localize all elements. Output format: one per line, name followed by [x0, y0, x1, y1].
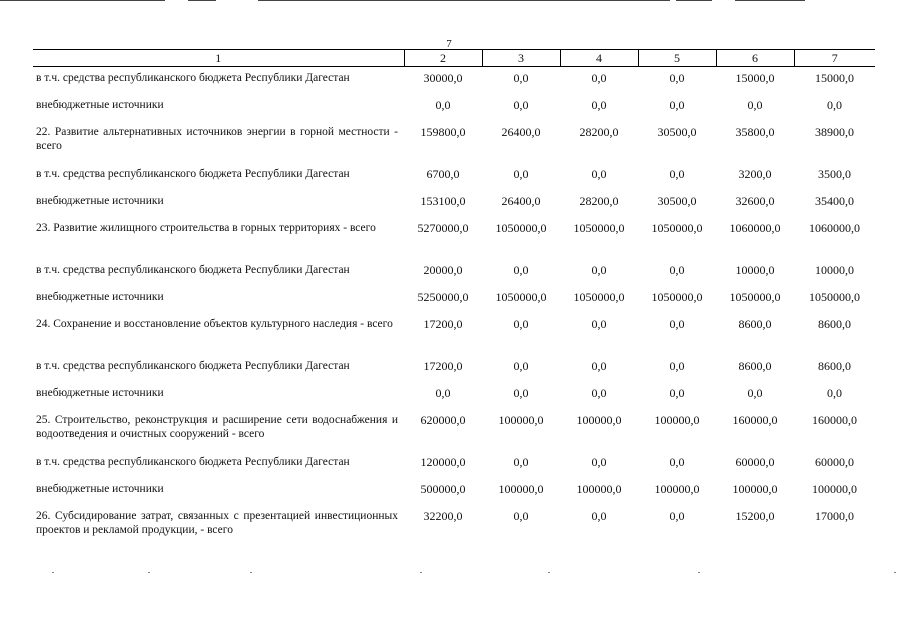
- cell-value: 1050000,0: [651, 221, 703, 235]
- cell-value: 620000,0: [420, 413, 466, 427]
- row-label: в т.ч. средства республиканского бюджета Республики Дагестан: [36, 72, 350, 84]
- cell-value: 0,0: [513, 455, 529, 469]
- cell-value: 1050000,0: [651, 290, 703, 304]
- cell-value: 17200,0: [423, 359, 463, 373]
- cell-value: 100000,0: [498, 413, 544, 427]
- scan-top-line: [0, 0, 165, 1]
- cell-value: 5250000,0: [417, 290, 469, 304]
- cell-value: 26400,0: [501, 194, 541, 208]
- cell-value: 3200,0: [738, 167, 772, 181]
- cell-value: 0,0: [591, 317, 607, 331]
- cell-value: 0,0: [513, 509, 529, 523]
- row-label: в т.ч. средства республиканского бюджета Республики Дагестан: [36, 456, 350, 468]
- cell-value: 160000,0: [812, 413, 857, 427]
- scan-speck: [698, 572, 700, 573]
- cell-value: 0,0: [513, 386, 529, 400]
- row-label: внебюджетные источники: [36, 99, 164, 111]
- table-row: [33, 313, 875, 355]
- cell-value: 153100,0: [420, 194, 466, 208]
- cell-value: 32600,0: [735, 194, 775, 208]
- cell-value: 160000,0: [732, 413, 778, 427]
- cell-value: 0,0: [669, 98, 685, 112]
- cell-value: 1050000,0: [495, 221, 547, 235]
- cell-value: 1050000,0: [809, 290, 860, 304]
- cell-value: 0,0: [513, 359, 529, 373]
- cell-value: 30000,0: [423, 71, 463, 85]
- cell-value: 0,0: [669, 317, 685, 331]
- cell-value: 28200,0: [579, 194, 619, 208]
- cell-value: 15000,0: [735, 71, 775, 85]
- cell-value: 0,0: [435, 386, 451, 400]
- cell-value: 0,0: [747, 98, 763, 112]
- row-label: 24. Сохранение и восстановление объектов культурного наследия - всего: [36, 318, 393, 330]
- cell-value: 17000,0: [815, 509, 854, 523]
- cell-value: 0,0: [669, 359, 685, 373]
- cell-value: 500000,0: [420, 482, 466, 496]
- page-number: 7: [446, 38, 452, 50]
- scan-speck: [548, 572, 550, 573]
- column-header: 4: [560, 50, 638, 67]
- cell-value: 120000,0: [420, 455, 466, 469]
- cell-value: 8600,0: [818, 359, 851, 373]
- cell-value: 10000,0: [735, 263, 775, 277]
- cell-value: 20000,0: [423, 263, 463, 277]
- cell-value: 0,0: [669, 386, 685, 400]
- cell-value: 6700,0: [426, 167, 460, 181]
- table-row: [33, 163, 875, 190]
- cell-value: 0,0: [591, 455, 607, 469]
- cell-value: 1050000,0: [495, 290, 547, 304]
- row-label: внебюджетные источники: [36, 387, 164, 399]
- cell-value: 0,0: [513, 98, 529, 112]
- row-label: 22. Развитие альтернативных источников энергии в горной местности - всего: [36, 126, 398, 152]
- table-row: [33, 217, 875, 259]
- table-row: [33, 382, 875, 409]
- cell-value: 8600,0: [818, 317, 851, 331]
- cell-value: 1050000,0: [573, 221, 625, 235]
- row-label: внебюджетные источники: [36, 195, 164, 207]
- cell-value: 30500,0: [657, 125, 697, 139]
- column-header: 1: [33, 50, 404, 67]
- cell-value: 100000,0: [654, 413, 700, 427]
- row-label: в т.ч. средства республиканского бюджета Республики Дагестан: [36, 264, 350, 276]
- cell-value: 0,0: [591, 359, 607, 373]
- cell-value: 100000,0: [576, 482, 622, 496]
- table-row: [33, 259, 875, 286]
- column-header: 3: [482, 50, 560, 67]
- cell-value: 100000,0: [498, 482, 544, 496]
- column-header: 2: [404, 50, 482, 67]
- cell-value: 8600,0: [738, 359, 772, 373]
- cell-value: 0,0: [669, 71, 685, 85]
- cell-value: 38900,0: [815, 125, 854, 139]
- cell-value: 0,0: [827, 98, 842, 112]
- scan-speck: [52, 572, 54, 573]
- cell-value: 0,0: [591, 263, 607, 277]
- table-row: [33, 94, 875, 121]
- cell-value: 0,0: [669, 509, 685, 523]
- scan-top-line: [735, 0, 805, 1]
- cell-value: 1050000,0: [729, 290, 781, 304]
- cell-value: 15200,0: [735, 509, 775, 523]
- cell-value: 15000,0: [815, 71, 854, 85]
- table-row: [33, 505, 875, 547]
- cell-value: 17200,0: [423, 317, 463, 331]
- cell-value: 0,0: [669, 455, 685, 469]
- cell-value: 0,0: [747, 386, 763, 400]
- cell-value: 3500,0: [818, 167, 851, 181]
- cell-value: 0,0: [435, 98, 451, 112]
- cell-value: 60000,0: [735, 455, 775, 469]
- cell-value: 1050000,0: [573, 290, 625, 304]
- cell-value: 8600,0: [738, 317, 772, 331]
- row-label: 26. Субсидирование затрат, связанных с презентацией инвестиционных проектов и рекламой продукции, - всего: [36, 510, 398, 536]
- scan-top-line: [188, 0, 216, 1]
- scan-speck: [148, 572, 150, 573]
- cell-value: 159800,0: [420, 125, 466, 139]
- cell-value: 60000,0: [815, 455, 854, 469]
- cell-value: 0,0: [513, 317, 529, 331]
- scan-speck: [894, 572, 896, 573]
- cell-value: 0,0: [591, 71, 607, 85]
- cell-value: 0,0: [591, 98, 607, 112]
- cell-value: 0,0: [513, 167, 529, 181]
- row-label: в т.ч. средства республиканского бюджета Республики Дагестан: [36, 360, 350, 372]
- cell-value: 0,0: [591, 386, 607, 400]
- cell-value: 1060000,0: [809, 221, 860, 235]
- table-row: [33, 286, 875, 313]
- scan-speck: [250, 572, 252, 573]
- column-number-header: [33, 50, 875, 67]
- scan-top-line: [258, 0, 670, 1]
- cell-value: 5270000,0: [417, 221, 469, 235]
- cell-value: 35400,0: [815, 194, 854, 208]
- row-label: в т.ч. средства республиканского бюджета Республики Дагестан: [36, 168, 350, 180]
- table-row: [33, 67, 875, 95]
- column-header: 6: [716, 50, 794, 67]
- cell-value: 100000,0: [654, 482, 700, 496]
- cell-value: 35800,0: [735, 125, 775, 139]
- cell-value: 100000,0: [576, 413, 622, 427]
- cell-value: 0,0: [513, 263, 529, 277]
- cell-value: 100000,0: [732, 482, 778, 496]
- row-label: внебюджетные источники: [36, 291, 164, 303]
- table-row: [33, 478, 875, 505]
- cell-value: 30500,0: [657, 194, 697, 208]
- table-row: [33, 409, 875, 451]
- row-label: внебюджетные источники: [36, 483, 164, 495]
- table-row: [33, 121, 875, 163]
- cell-value: 100000,0: [812, 482, 857, 496]
- table-row: [33, 451, 875, 478]
- cell-value: 10000,0: [815, 263, 854, 277]
- table-row: [33, 190, 875, 217]
- cell-value: 1060000,0: [729, 221, 781, 235]
- row-label: 23. Развитие жилищного строительства в горных территориях - всего: [36, 222, 376, 234]
- cell-value: 32200,0: [423, 509, 463, 523]
- cell-value: 0,0: [669, 263, 685, 277]
- cell-value: 0,0: [591, 509, 607, 523]
- row-label: 25. Строительство, реконструкция и расширение сети водоснабжения и водоотведения и очистных сооружений - всего: [36, 414, 398, 440]
- cell-value: 28200,0: [579, 125, 619, 139]
- column-header: 7: [794, 50, 875, 67]
- cell-value: 0,0: [591, 167, 607, 181]
- scan-speck: [420, 572, 422, 573]
- cell-value: 0,0: [827, 386, 842, 400]
- scan-top-line: [676, 0, 712, 1]
- budget-table: [33, 49, 875, 547]
- cell-value: 0,0: [513, 71, 529, 85]
- column-header: 5: [638, 50, 716, 67]
- cell-value: 26400,0: [501, 125, 541, 139]
- table-row: [33, 355, 875, 382]
- cell-value: 0,0: [669, 167, 685, 181]
